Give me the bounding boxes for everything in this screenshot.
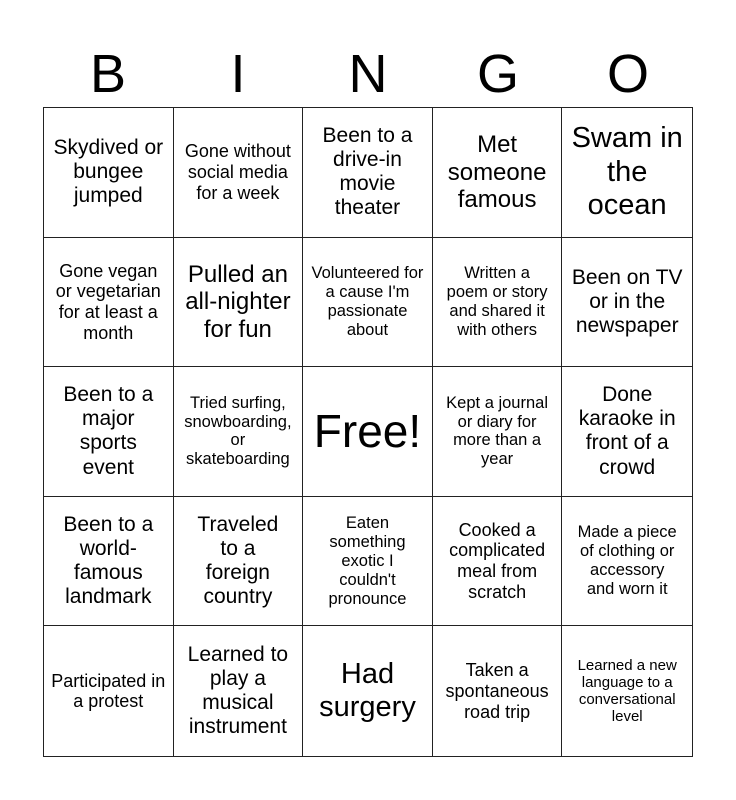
bingo-cell-1-2[interactable]	[174, 108, 304, 238]
cell-text: Swam in the ocean	[571, 122, 683, 221]
bingo-board	[43, 107, 693, 757]
bingo-cell-5-1[interactable]	[44, 626, 174, 756]
cell-text: Pulled an all-nighter for fun	[185, 260, 291, 343]
header-letter-g: G	[476, 44, 519, 104]
cell-text: Kept a journal or diary for more than a year	[446, 393, 548, 469]
bingo-header	[43, 40, 693, 108]
bingo-cell-2-1[interactable]	[44, 238, 174, 368]
free-space-label: Free!	[313, 405, 422, 458]
bingo-cell-1-3[interactable]	[303, 108, 433, 238]
cell-text: Participated in a protest	[51, 670, 166, 712]
bingo-cell-4-3[interactable]	[303, 497, 433, 627]
header-letter-o: O	[606, 44, 649, 104]
cell-text: Volunteered for a cause I'm passionate about	[311, 263, 424, 339]
cell-text: Skydived or bungee jumped	[53, 136, 164, 208]
bingo-cell-4-1[interactable]	[44, 497, 174, 627]
header-letter-b: B	[89, 44, 127, 104]
cell-text: Eaten something exotic I couldn't pronounce	[328, 513, 407, 608]
bingo-cell-4-5[interactable]	[562, 497, 692, 627]
header-letter-n: N	[348, 44, 388, 104]
cell-text: Learned to play a musical instrument	[187, 642, 289, 739]
bingo-cell-2-3[interactable]	[303, 238, 433, 368]
bingo-cell-3-4[interactable]	[433, 367, 563, 497]
cell-text: Written a poem or story and shared it with others	[446, 263, 548, 339]
cell-text: Been on TV or in the newspaper	[571, 265, 683, 337]
bingo-cell-1-1[interactable]	[44, 108, 174, 238]
bingo-cell-3-1[interactable]	[44, 367, 174, 497]
bingo-cell-4-4[interactable]	[433, 497, 563, 627]
bingo-cell-5-3[interactable]	[303, 626, 433, 756]
cell-text: Taken a spontaneous road trip	[445, 660, 549, 722]
cell-text: Been to a major sports event	[63, 383, 154, 479]
header-letter-i: I	[230, 44, 246, 104]
cell-text: Gone vegan or vegetarian for at least a month	[55, 260, 161, 343]
cell-text: Had surgery	[319, 657, 416, 724]
cell-text: Met someone famous	[447, 130, 547, 214]
cell-text: Tried surfing, snowboarding, or skateboarding	[184, 393, 292, 469]
bingo-cell-3-3[interactable]	[303, 367, 433, 497]
bingo-cell-2-4[interactable]	[433, 238, 563, 368]
bingo-cell-5-2[interactable]	[174, 626, 304, 756]
cell-text: Traveled to a foreign country	[197, 512, 279, 609]
bingo-cell-3-5[interactable]	[562, 367, 692, 497]
bingo-cell-2-5[interactable]	[562, 238, 692, 368]
bingo-cell-1-4[interactable]	[433, 108, 563, 238]
bingo-cell-3-2[interactable]	[174, 367, 304, 497]
cell-text: Been to a world-famous landmark	[63, 512, 154, 609]
bingo-cell-2-2[interactable]	[174, 238, 304, 368]
bingo-cell-4-2[interactable]	[174, 497, 304, 627]
cell-text: Gone without social media for a week	[184, 141, 291, 203]
bingo-cell-1-5[interactable]	[562, 108, 692, 238]
cell-text: Made a piece of clothing or accessory and worn it	[577, 523, 677, 599]
cell-text: Done karaoke in front of a crowd	[578, 383, 676, 479]
cell-text: Learned a new language to a conversational level	[577, 656, 677, 726]
cell-text: Cooked a complicated meal from scratch	[449, 519, 546, 602]
cell-text: Been to a drive-in movie theater	[322, 124, 413, 220]
bingo-cell-5-4[interactable]	[433, 626, 563, 756]
bingo-cell-5-5[interactable]	[562, 626, 692, 756]
